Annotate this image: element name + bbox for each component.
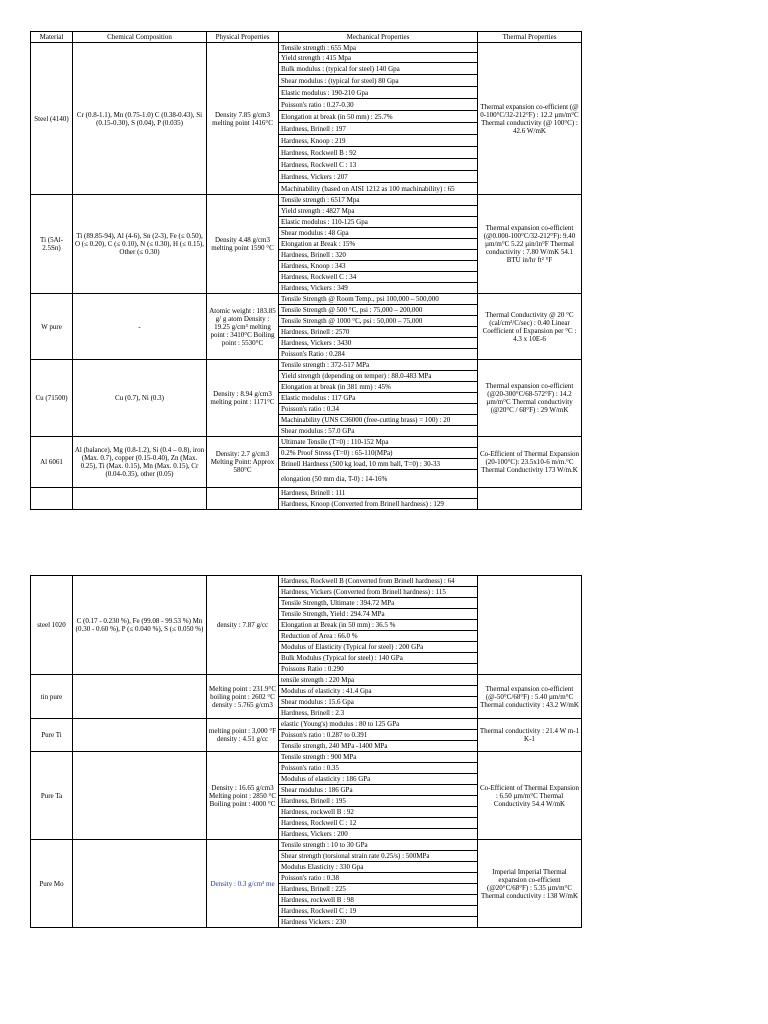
- thermal-properties: Thermal conductivity : 21.4 W m-1 K-1: [478, 719, 582, 752]
- mechanical-property: Modulus Elasticity : 330 Gpa: [279, 862, 478, 873]
- mechanical-property: Hardness, Rockwell B : 92: [279, 147, 478, 159]
- physical-properties: Density 7.85 g/cm3 melting point 1416°C: [207, 43, 279, 195]
- chemical-composition: [73, 719, 207, 752]
- mechanical-property: Hardness, Rockwell C : 34: [279, 272, 478, 283]
- mechanical-property: Modulus of Elasticity (Typical for steel) : 200 GPa: [279, 642, 478, 653]
- physical-properties: Density : 16.65 g/cm3 Melting point : 2850 °C Boiling point : 4000 °C: [207, 752, 279, 840]
- material-name: Pure Mo: [31, 840, 73, 928]
- mechanical-property: Machinability (based on AISI 1212 as 100 machinability) : 65: [279, 183, 478, 195]
- header-physical: Physical Properties: [207, 32, 279, 43]
- table-row: [31, 437, 582, 448]
- table-header-row: [31, 32, 582, 43]
- thermal-properties: Co-Efficient of Thermal Expansion : 6.50 µm/m°C Thermal Conductivity 54.4 W/mK: [478, 752, 582, 840]
- mechanical-property: Shear strength (torsional strain rate 0.25/s) : 500MPa: [279, 851, 478, 862]
- mechanical-property: Hardness Vickers : 230: [279, 917, 478, 928]
- mechanical-property: Shear modulus : 48 Gpa: [279, 228, 478, 239]
- mechanical-property: Tensile strength, 240 MPa -1400 MPa: [279, 741, 478, 752]
- mechanical-property: Hardness, Brinell : 111: [279, 488, 478, 499]
- material-name: Pure Ti: [31, 719, 73, 752]
- physical-properties: [207, 488, 279, 510]
- mechanical-property: Elongation at Break : 15%: [279, 239, 478, 250]
- chemical-composition: Cr (0.8-1.1), Mn (0.75-1.0) C (0.38-0.43), Si (0.15-0.30), S (0.04), P (0.035): [73, 43, 207, 195]
- mechanical-property: Hardness, rockwell B : 92: [279, 807, 478, 818]
- table-row: [31, 294, 582, 305]
- materials-table-1: [30, 31, 582, 510]
- mechanical-property: Shear modulus : 57.0 GPa: [279, 426, 478, 437]
- mechanical-property: Tensile Strength @ 500 °C, psi : 75,000 – 200,000: [279, 305, 478, 316]
- mechanical-property: Hardness, Rockwell C : 13: [279, 159, 478, 171]
- physical-properties: Density : 8.94 g/cm3 melting point : 1171°C: [207, 360, 279, 437]
- mechanical-property: Poisson's ratio : 0.27-0.30: [279, 99, 478, 111]
- chemical-composition: Al (balance), Mg (0.8-1.2), Si (0.4 – 0.8), iron (Max. 0.7), copper (0.15-0.40), Zn (Max. 0.25), Ti (Max. 0.15), Mn (Max. 0.15), Cr (0.04-0.35), other (0.05): [73, 437, 207, 488]
- table-row: [31, 840, 582, 851]
- mechanical-property: Hardness, Rockwell C : 19: [279, 906, 478, 917]
- thermal-properties: Thermal expansion co-efficient (@-50°C/68°F) : 5.40 µm/m°C Thermal conductivity : 43.2 W/mK: [478, 675, 582, 719]
- physical-properties: Density: 2.7 g/cm3 Melting Point: Approx 580°C: [207, 437, 279, 488]
- mechanical-property: 0.2% Proof Stress (T=0) : 65-110(MPa): [279, 448, 478, 459]
- mechanical-property: Poisson's ratio : 0.287 to 0.391: [279, 730, 478, 741]
- header-thermal: Thermal Properties: [478, 32, 582, 43]
- header-composition: Chemical Composition: [73, 32, 207, 43]
- material-name: Al 6061: [31, 437, 73, 488]
- mechanical-property: Reduction of Area : 66.0 %: [279, 631, 478, 642]
- mechanical-property: Yield strength (depending on temper) : 88.0-483 MPa: [279, 371, 478, 382]
- mechanical-property: Elongation at Break (in 50 mm) : 36.5 %: [279, 620, 478, 631]
- mechanical-property: Ultimate Tensile (T=0) : 110-152 Mpa: [279, 437, 478, 448]
- chemical-composition: [73, 675, 207, 719]
- mechanical-property: Poisson's ratio : 0.38: [279, 873, 478, 884]
- thermal-properties: Thermal expansion co-efficient (@20-300°C/68-572°F) : 14.2 µm/m°C Thermal conductivity (@20°C / 68°F) : 29 W/mK: [478, 360, 582, 437]
- material-name: steel 1020: [31, 576, 73, 675]
- mechanical-property: Shear modulus : 186 GPa: [279, 785, 478, 796]
- thermal-properties: [478, 488, 582, 510]
- mechanical-property: Shear modulus : (typical for steel) 80 Gpa: [279, 75, 478, 87]
- mechanical-property: Hardness, Vickers : 207: [279, 171, 478, 183]
- thermal-properties: Thermal expansion co-efficient (@ 0-100°C/32-212°F) : 12.2 µm/m°C Thermal conductivity (@ 100°C) : 42.6 W/mK: [478, 43, 582, 195]
- mechanical-property: Bulk Modulus (Typical for steel) : 140 GPa: [279, 653, 478, 664]
- mechanical-property: Poisson's ratio : 0.35: [279, 763, 478, 774]
- mechanical-property: Bulk modulus : (typical for steel) 140 Gpa: [279, 63, 478, 75]
- mechanical-property: Hardness, Vickers : 200: [279, 829, 478, 840]
- mechanical-property: Tensile strength : 6517 Mpa: [279, 195, 478, 206]
- mechanical-property: tensile strength : 220 Mpa: [279, 675, 478, 686]
- mechanical-property: Elastic modulus : 110-125 Gpa: [279, 217, 478, 228]
- mechanical-property: Shear modulus : 15.6 Gpa: [279, 697, 478, 708]
- mechanical-property: Modulus of elasticity : 186 GPa: [279, 774, 478, 785]
- mechanical-property: Hardness, Brinell : 195: [279, 796, 478, 807]
- mechanical-property: Hardness, Vickers : 3430: [279, 338, 478, 349]
- mechanical-property: Tensile Strength @ 1000 °C, psi : 50,000 – 75,000: [279, 316, 478, 327]
- mechanical-property: Yield strength : 415 Mpa: [279, 53, 478, 63]
- physical-properties: Atomic weight : 183.85 g/ g atom Density : 19.25 g/cm³ melting point : 3410°C Boiling point : 5530°C: [207, 294, 279, 360]
- thermal-properties: Thermal Conductivity @ 20 °C (cal/cm²/C/sec) : 0.40 Linear Coefficient of Expansion per °C : 4.3 x 10E-6: [478, 294, 582, 360]
- physical-properties: Density : 0.3 g/cm³ me: [207, 840, 279, 928]
- chemical-composition: C (0.17 - 0.230 %), Fe (99.08 - 99.53 %) Mn (0.30 - 0.60 %), P (≤ 0.040 %), S (≤ 0.050 %): [73, 576, 207, 675]
- mechanical-property: Poissons Ratio : 0.290: [279, 664, 478, 675]
- physical-properties: melting point : 3,000 °F density : 4.51 g/cc: [207, 719, 279, 752]
- material-name: W pure: [31, 294, 73, 360]
- mechanical-property: Elastic modulus : 117 GPa: [279, 393, 478, 404]
- mechanical-property: Tensile strength : 655 Mpa: [279, 43, 478, 53]
- table-row: [31, 719, 582, 730]
- mechanical-property: Hardness, rockwell B : 98: [279, 895, 478, 906]
- mechanical-property: Poisson's Ratio : 0.284: [279, 349, 478, 360]
- thermal-properties: Imperial Imperial Thermal expansion co-efficient (@20°C/68°F) : 5.35 µm/m°C Thermal conductivity : 138 W/mK: [478, 840, 582, 928]
- physical-properties: Melting point : 231.9°C boiling point : 2602 °C density : 5.765 g/cm3: [207, 675, 279, 719]
- thermal-properties: Co-Efficient of Thermal Expansion (20-100°C): 23.5x10-6 m/m.°C Thermal Conductivity 173 W/m.K: [478, 437, 582, 488]
- mechanical-property: Hardness, Vickers (Converted from Brinell hardness) : 115: [279, 587, 478, 598]
- thermal-properties: [478, 576, 582, 675]
- mechanical-property: elastic (Young's) modulus : 80 to 125 GPa: [279, 719, 478, 730]
- mechanical-property: Tensile Strength @ Room Temp., psi 100,000 – 500,000: [279, 294, 478, 305]
- header-material: Material: [31, 32, 73, 43]
- mechanical-property: Tensile strength : 372-517 MPa: [279, 360, 478, 371]
- chemical-composition: Ti (89.85-94), Al (4-6), Sn (2-3), Fe (≤ 0.50), O (≤ 0.20), C (≤ 0.10), N (≤ 0.30), H (≤ 0.15), Other (≤ 0.30): [73, 195, 207, 294]
- mechanical-property: Tensile Strength, Yield : 294.74 MPa: [279, 609, 478, 620]
- mechanical-property: Tensile strength : 10 to 30 GPa: [279, 840, 478, 851]
- mechanical-property: Hardness, Brinell : 2570: [279, 327, 478, 338]
- mechanical-property: Hardness, Knoop : 219: [279, 135, 478, 147]
- material-name: Steel (4140): [31, 43, 73, 195]
- chemical-composition: -: [73, 294, 207, 360]
- chemical-composition: [73, 752, 207, 840]
- table-row: [31, 576, 582, 587]
- mechanical-property: Modulus of elasticity : 41.4 Gpa: [279, 686, 478, 697]
- mechanical-property: Hardness, Brinell : 2.3: [279, 708, 478, 719]
- table-row: [31, 752, 582, 763]
- table-row: [31, 488, 582, 499]
- chemical-composition: [73, 488, 207, 510]
- physical-properties: Density 4.48 g/cm3 melting point 1590 °C: [207, 195, 279, 294]
- mechanical-property: Hardness, Brinell : 225: [279, 884, 478, 895]
- mechanical-property: Poisson's ratio : 0.34: [279, 404, 478, 415]
- mechanical-property: Machinability (UNS C36000 (free-cutting brass) = 100) : 20: [279, 415, 478, 426]
- chemical-composition: [73, 840, 207, 928]
- mechanical-property: Yield strength : 4827 Mpa: [279, 206, 478, 217]
- mechanical-property: Hardness, Rockwell C : 12: [279, 818, 478, 829]
- header-mechanical: Mechanical Properties: [279, 32, 478, 43]
- mechanical-property: Hardness, Brinell : 197: [279, 123, 478, 135]
- mechanical-property: Elastic modulus : 190-210 Gpa: [279, 87, 478, 99]
- physical-properties: density : 7.87 g/cc: [207, 576, 279, 675]
- mechanical-property: Hardness, Knoop (Converted from Brinell hardness) : 129: [279, 499, 478, 510]
- mechanical-property: Hardness, Rockwell B (Converted from Brinell hardness) : 64: [279, 576, 478, 587]
- table-row: [31, 360, 582, 371]
- materials-table-2: [30, 575, 582, 928]
- mechanical-property: Elongation at break (in 50 mm) : 25.7%: [279, 111, 478, 123]
- mechanical-property: Tensile Strength, Ultimate : 394.72 MPa: [279, 598, 478, 609]
- table-row: [31, 43, 582, 53]
- mechanical-property: Hardness, Brinell : 320: [279, 250, 478, 261]
- chemical-composition: Cu (0.7), Ni (0.3): [73, 360, 207, 437]
- mechanical-property: Hardness, Vickers : 349: [279, 283, 478, 294]
- material-name: Pure Ta: [31, 752, 73, 840]
- material-name: Cu (71500): [31, 360, 73, 437]
- table-row: [31, 675, 582, 686]
- thermal-properties: Thermal expansion co-efficient (@0.000-100°C/32-212°F): 9.40 µm/m°C 5.22 µin/in°F Thermal conductivity : 7.80 W/mK 54.1 BTU in/hr ft² °F: [478, 195, 582, 294]
- mechanical-property: elongation (50 mm dia, T-0) : 14-16%: [279, 470, 478, 488]
- table-row: [31, 195, 582, 206]
- mechanical-property: Tensile strength : 900 MPa: [279, 752, 478, 763]
- material-name: Ti (5Al-2.5Sn): [31, 195, 73, 294]
- mechanical-property: Elongation at break (in 381 mm) : 45%: [279, 382, 478, 393]
- mechanical-property: Brinell Hardness (500 kg load, 10 mm ball, T=0) : 30-33: [279, 459, 478, 470]
- material-name: tin pure: [31, 675, 73, 719]
- mechanical-property: Hardness, Knoop : 343: [279, 261, 478, 272]
- material-name: [31, 488, 73, 510]
